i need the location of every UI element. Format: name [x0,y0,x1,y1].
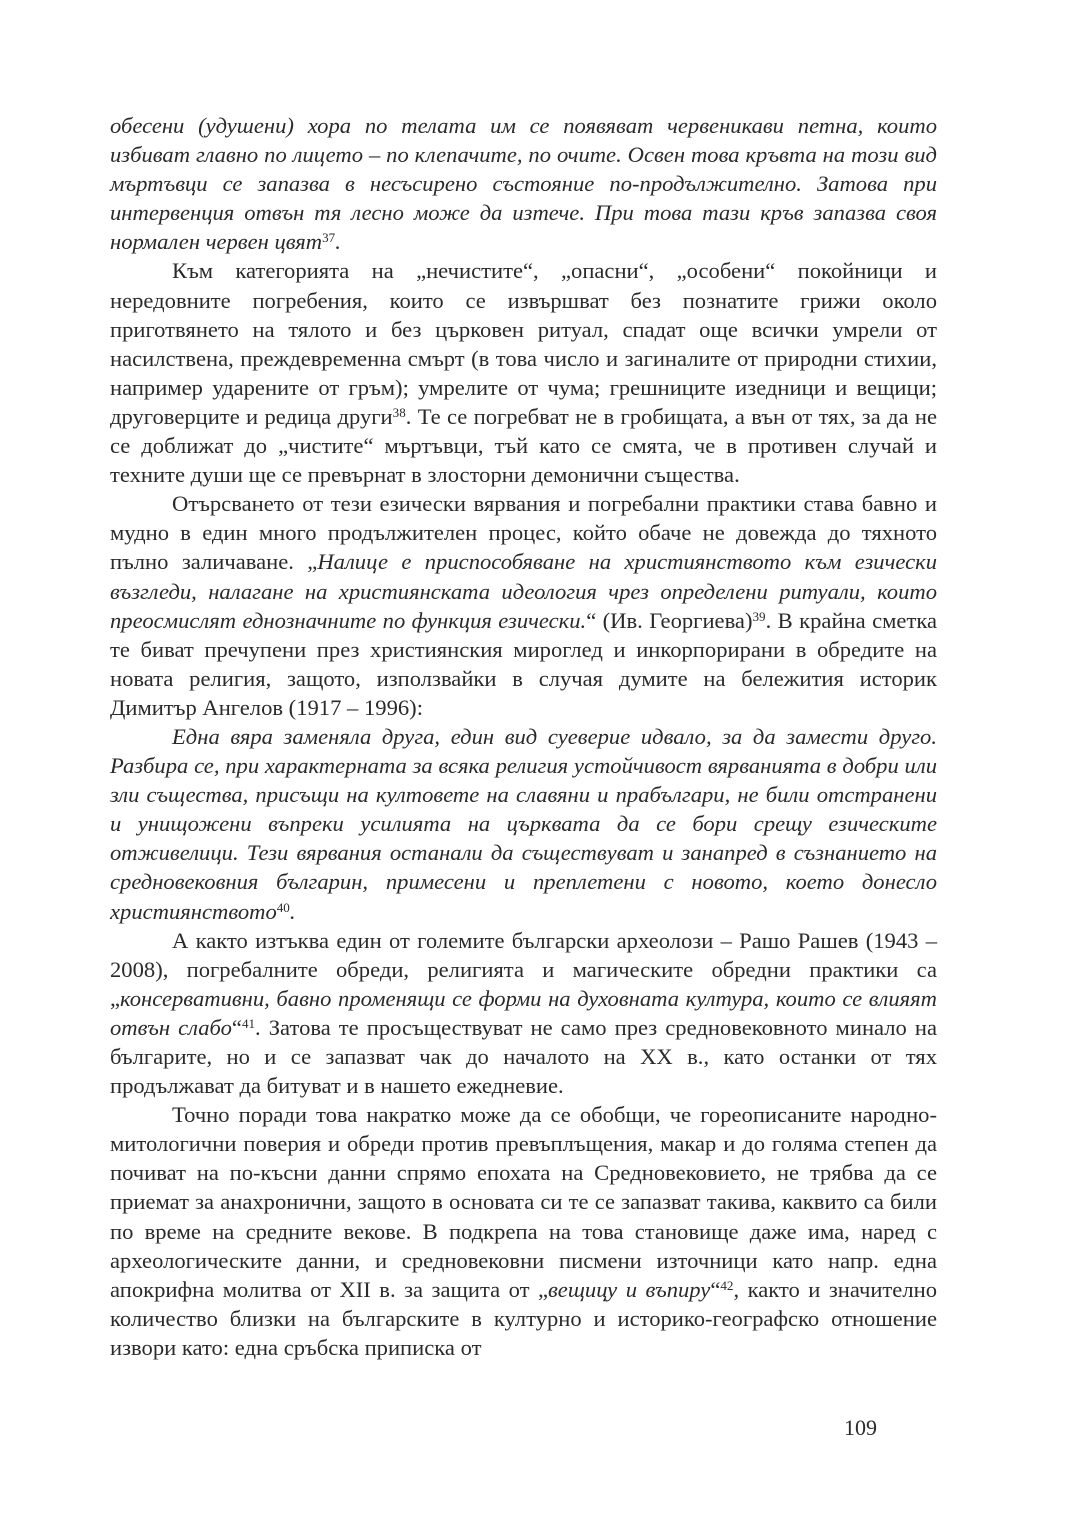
body-text: Отърсването от тези езически вярвания и погребални практики става бавно и мудно в един много продължителен процес, който обаче не довежда до тяхното пълно заличаване. „ [110,491,937,575]
body-text: . Те се погребват не в гробищата, а вън от тях, за да не се доближат до „чистите“ мъртъвци, тъй като се смята, че в противен случай и техните души ще се превърнат в злосторни демонични същества. [110,403,937,488]
paragraph-angelov-quote [110,722,937,926]
italic-text: Налице е приспособяване на християнството към езически възгледи, налагане на християнската идеология чрез определени ритуали, които преосмислят еднозначните по функция езически. [110,549,937,633]
body-text: , както и значително количество близки на българските в културно и историко-географско отношение извори като: една сръбска приписка от [110,1276,937,1360]
body-text: “ [710,1276,721,1302]
footnote-ref: 37 [322,230,336,246]
body-text: . Затова те просъществуват не само през средновековното минало на българите, но и се запазват чак до началото на XX в., като останки от тях продължават да битуват и в нашето ежедневие. [110,1014,937,1099]
italic-text: . [335,229,341,255]
page-number: 109 [844,1415,877,1440]
italic-text: вещицу и въпиру [548,1276,711,1302]
body-text: Към категорията на „нечистите“, „опасни“, „особени“ покойници и нередовните погребения, които се извършват без познатите грижи около приготвянето на тялото и без църковен ритуал, спадат още всички умрели от насилствена, преждевременна смърт (в това число и загиналите от природни стихии, например ударените от гръм); умрелите от чума; грешниците изедници и вещици; друговерците и редица други [110,258,937,429]
footnote-ref: 38 [392,404,406,420]
body-text: “ (Ив. Георгиева) [586,607,753,633]
footnote-ref: 42 [720,1277,734,1293]
body-text: “ [231,1014,242,1040]
italic-text: обесени (удушени) хора по телата им се появяват червеникави петна, които избиват главно по лицето – по клепачите, по очите. Освен това кръвта на този вид мъртъвци се запазва в несъсирено състояние по-продължително. Затова при интервенция отвън тя лесно може да изтече. При това тази кръв запазва своя нормален червен цвят [110,113,937,255]
paragraph-quote-end [110,111,937,256]
footnote-ref: 39 [752,608,766,624]
italic-text: . [289,898,296,924]
footnote-ref: 40 [276,899,290,915]
paragraph-conclusion [110,1100,937,1362]
body-text: А както изтъква един от големите български археолози – Рашо Рашев (1943 – 2008), погребалните обреди, религията и магическите обредни практики са „ [110,927,937,1011]
body-text: . В крайна сметка те биват пречупени през християнския мироглед и инкорпорирани в обредите на новата религия, защото, използвайки в случая думите на бележития историк Димитър Ангелов (1917 – 1996): [110,607,937,720]
footnote-ref: 41 [241,1015,256,1031]
paragraph-pagan-beliefs [110,489,937,722]
body-text: Точно поради това накратко може да се обобщи, че гореописаните народно-митологични поверия и обреди против превъплъщения, макар и до голяма степен да почиват на по-късни данни спрямо епохата на Средновековието, не трябва да се приемат за анахронични, защото в основата си те се запазват такива, каквито са били по време на средните векове. В подкрепа на това становище даже има, наред с археологическите данни, и средновековни писмени източници като напр. една апокрифна молитва от XII в. за защита от „ [110,1102,937,1302]
paragraph-rashev [110,926,937,1101]
paragraph-unclean-dead [110,256,937,489]
italic-text: Една вяра заменяла друга, един вид суеверие идвало, за да замести друго. Разбира се, при характерната за всяка религия устойчивост вярванията в добри или зли същества, присъщи на култовете на славяни и прабългари, не били отстранени и унищожени въпреки усилията на църквата да се бори срещу езическите отживелици. Тези вярвания останали да съществуват и занапред в съзнанието на средновековния българин, примесени и преплетени с новото, което донесло християнството [110,723,937,924]
main-text [110,111,937,1362]
italic-text: консервативни, бавно променящи се форми на духовната култура, които се влияят отвън слабо [110,985,937,1040]
